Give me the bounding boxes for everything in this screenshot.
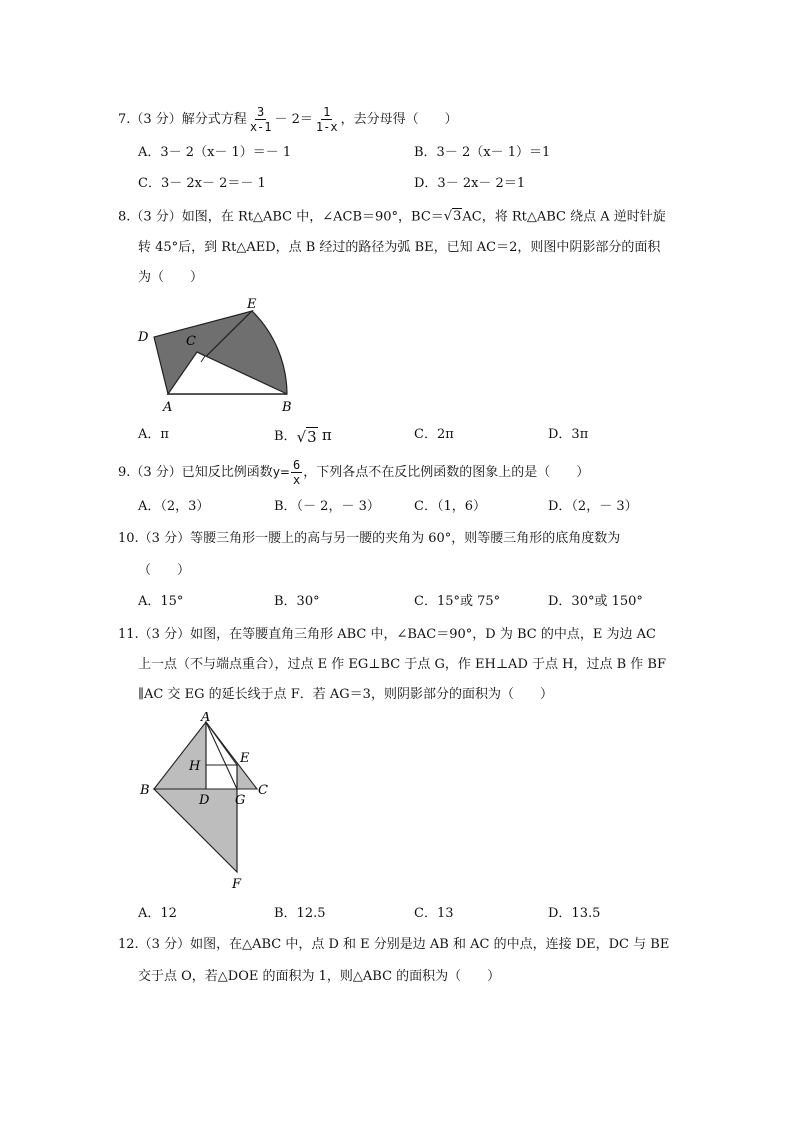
q8-option-a[interactable]: A．π (138, 427, 169, 442)
q11-label-f: F (232, 877, 242, 892)
q11-rectangle-hegd (206, 765, 237, 789)
q10-option-c[interactable]: C．15°或 75° (414, 594, 501, 609)
q10-stem-line1: 10.（3 分）等腰三角形一腰上的高与另一腰的夹角为 60°，则等腰三角形的底角度数为 (118, 531, 621, 546)
q11-label-d: D (199, 793, 210, 808)
q11-option-c[interactable]: C．13 (414, 906, 454, 921)
q11-label-g: G (235, 793, 246, 808)
q7-stem: 7.（3 分）解分式方程 $\frac{3}{x-1}$ － 2＝ $\frac{1}{1-x}$ ，去分母得（ ） (118, 105, 458, 134)
q9-option-b[interactable]: B．（－ 2，－ 3） (274, 499, 380, 514)
q8-option-c[interactable]: C．2π (414, 427, 454, 442)
q7-fraction-1: $\frac{3}{x-1}$ (249, 105, 272, 134)
q10-option-d[interactable]: D．30°或 150° (548, 594, 643, 609)
q11-label-e: E (240, 751, 250, 766)
q11-white-triangle-ahe (206, 722, 237, 765)
q7-option-b[interactable]: B．3－ 2（x－ 1）＝1 (414, 145, 551, 160)
q7-option-a[interactable]: A．3－ 2（x－ 1）＝－ 1 (138, 145, 292, 160)
q11-label-h: H (189, 759, 201, 774)
q12-stem-line2: 交于点 O，若△DOE 的面积为 1，则△ABC 的面积为（ ） (138, 969, 501, 984)
q9-option-a[interactable]: A．（2，3） (138, 499, 210, 514)
q10-option-b[interactable]: B．30° (274, 594, 320, 609)
q8-label-c: C (186, 334, 196, 349)
q8-label-b: B (282, 400, 292, 415)
q10-stem-line2: （ ） (138, 563, 191, 578)
q9-stem: 9.（3 分）已知反比例函数y= $\frac{6}{x}$ ，下列各点不在反比例函数的图象上的是（ ） (118, 458, 590, 487)
q7-fraction-2: $\frac{1}{1-x}$ (315, 105, 338, 134)
q11-label-a: A (201, 712, 211, 725)
q10-option-a[interactable]: A．15° (138, 594, 184, 609)
q11-option-d[interactable]: D．13.5 (548, 906, 601, 921)
q9-option-d[interactable]: D．（2，－ 3） (548, 499, 638, 514)
q12-stem-line1: 12.（3 分）如图，在△ABC 中，点 D 和 E 分别是边 AB 和 AC 的中点，连接 DE，DC 与 BE (118, 937, 670, 952)
q11-label-c: C (258, 783, 268, 798)
q11-stem-line1: 11.（3 分）如图，在等腰直角三角形 ABC 中，∠BAC＝90°，D 为 BC 的中点，E 为边 AC (118, 627, 656, 642)
q7-option-c[interactable]: C．3－ 2x－ 2＝－ 1 (138, 176, 266, 191)
q11-label-b: B (140, 783, 150, 798)
q8-stem-line2: 转 45°后，到 Rt△AED，点 B 经过的路径为弧 BE，已知 AC＝2，则图中阴影部分的面积 (138, 240, 661, 255)
q11-stem-line2: 上一点（不与端点重合），过点 E 作 EG⊥BC 于点 G，作 EH⊥AD 于点 H，过点 B 作 BF (138, 657, 666, 672)
q11-figure (135, 712, 275, 894)
q8-label-d: D (138, 330, 149, 345)
q8-stem-line3: 为（ ） (138, 270, 204, 285)
q7-option-d[interactable]: D．3－ 2x－ 2＝1 (414, 176, 526, 191)
q8-sqrt: √3 (443, 209, 462, 224)
q8-stem-line1: 8.（3 分）如图，在 Rt△ABC 中，∠ACB＝90°，BC＝√3AC，将 Rt△ABC 绕点 A 逆时针旋 (118, 207, 666, 228)
q8-label-e: E (247, 297, 257, 312)
q11-shaded-triangle-bgf (154, 789, 237, 872)
q9-fraction: $\frac{6}{x}$ (292, 458, 301, 487)
q11-option-b[interactable]: B．12.5 (274, 906, 326, 921)
q8-figure (130, 295, 305, 420)
q8-label-a: A (163, 400, 173, 415)
q8-option-d[interactable]: D．3π (548, 427, 589, 442)
q11-option-a[interactable]: A．12 (138, 906, 177, 921)
q9-option-c[interactable]: C．（1，6） (414, 499, 486, 514)
q8-option-b[interactable]: B．√3 π (274, 426, 332, 446)
q8-option-b-sqrt: √3 (296, 427, 317, 446)
q11-stem-line3: ∥AC 交 EG 的延长线于点 F．若 AG＝3，则阴影部分的面积为（ ） (138, 687, 553, 702)
